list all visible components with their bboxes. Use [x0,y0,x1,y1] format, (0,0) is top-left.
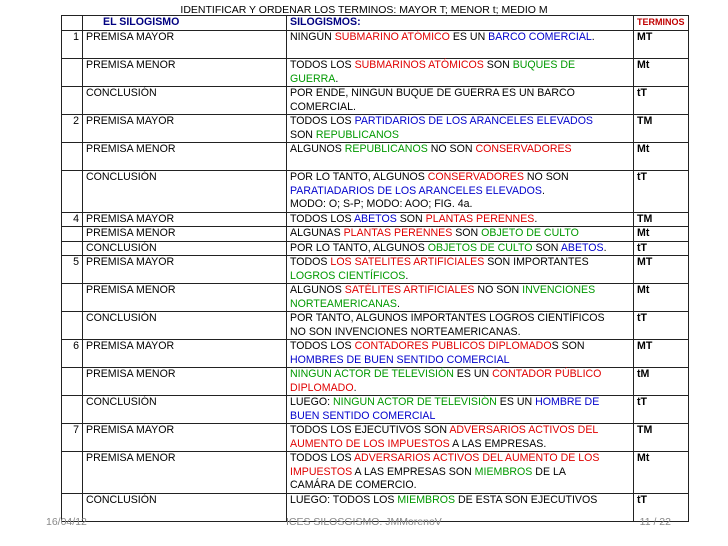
row-number [62,284,83,312]
text-segment: NORTEAMERICANAS [290,297,397,310]
syllogism-text [287,424,634,452]
text-segment: PLANTAS PERENNES [425,212,535,225]
term-code: Mt [634,59,689,87]
syllogism-row [62,171,689,213]
premise-label: PREMISA MAYOR [83,340,287,368]
text-segment: ES UN [453,368,493,380]
row-number [62,312,83,340]
text-segment: PLANTAS PERENNES [343,227,453,239]
term-code: MT [634,256,689,284]
text-line [290,256,630,270]
text-segment: BUEN SENTIDO COMERCIAL [290,409,436,422]
premise-label: PREMISA MENOR [83,143,287,171]
text-segment: SON [532,241,561,254]
row-number: 1 [62,31,83,59]
text-segment: ALGUNOS [290,143,345,155]
text-segment: SUBMARINOS ATÓMICOS [354,59,484,71]
text-segment: CONTADOR PÚBLICO [492,368,602,380]
syllogism-row [62,452,689,494]
header-row [62,16,689,31]
text-line [290,73,630,87]
header-col1: EL SILOGISMO [83,16,287,31]
footer-center: ICES SILOSGISMO. JMMorenoV [286,516,442,528]
text-line [290,340,630,354]
text-segment: NINGÚN [290,31,335,43]
text-segment: LOS SATELITES ARTIFICIALES [330,256,485,268]
premise-label: PREMISA MENOR [83,59,287,87]
term-code: tT [634,241,689,256]
text-segment: COMERCIAL. [290,100,356,113]
text-segment: NO SON INVENCIONES NORTEAMERICANAS. [290,325,521,338]
text-line [290,213,630,227]
syllogism-row [62,241,689,256]
text-line [290,31,630,45]
term-code: MT [634,31,689,59]
text-line [290,410,630,424]
row-number [62,59,83,87]
syllogism-text [287,284,634,312]
premise-label: PREMISA MENOR [83,284,287,312]
row-number [62,227,83,242]
syllogism-row [62,31,689,59]
text-segment: REPUBLICANOS [315,128,399,141]
syllogism-row [62,87,689,115]
text-segment: SON IMPORTANTES [484,256,589,268]
syllogism-table [61,15,689,522]
text-segment: LUEGO: TODOS LOS [290,493,398,506]
row-number: 7 [62,424,83,452]
text-segment: ADVERSARIOS ACTIVOS DEL [449,424,599,436]
premise-label: PREMISA MAYOR [83,424,287,452]
premise-label: PREMISA MENOR [83,368,287,396]
row-number [62,241,83,256]
text-segment: . [335,72,339,85]
text-segment: ES UN [496,396,536,408]
text-segment: GUERRA [290,72,336,85]
syllogism-row [62,59,689,87]
text-segment: TODOS LOS [290,340,355,352]
text-line [290,115,630,129]
text-segment: TODOS LOS EJECUTIVOS SON [290,424,450,436]
term-code: tT [634,312,689,340]
text-segment: SUBMARINO ATÓMICO [334,31,450,43]
row-number: 2 [62,115,83,143]
syllogism-text [287,115,634,143]
syllogism-row [62,284,689,312]
syllogism-text [287,256,634,284]
text-segment: . [591,31,595,43]
syllogism-text [287,452,634,494]
text-segment: POR LO TANTO, ALGUNOS [290,171,428,183]
syllogism-row [62,340,689,368]
term-code: TM [634,115,689,143]
text-segment: . [534,212,538,225]
text-segment: S SON [551,340,585,352]
row-number [62,452,83,494]
row-number: 4 [62,212,83,227]
text-segment: TODOS LOS [290,212,354,225]
term-code: tT [634,396,689,424]
premise-label: CONCLUSIÓN [83,493,287,521]
text-line [290,270,630,284]
text-segment: DIPLOMADO [290,381,354,394]
text-segment: SON [290,128,316,141]
syllogism-text [287,396,634,424]
premise-label: PREMISA MAYOR [83,256,287,284]
text-segment: MIEMBROS [397,493,456,506]
text-segment: BUQUES DE [512,59,576,71]
text-segment: TODOS LOS [290,59,355,71]
text-segment: BARCO COMERCIAL [488,31,592,43]
premise-label: CONCLUSIÓN [83,312,287,340]
text-segment: DE LA [532,465,566,478]
text-segment: NINGUN ACTOR DE TELEVISIÓN [332,396,497,408]
text-segment: MODO: O; S-P; MODO: AOO; FIG. 4a. [290,198,473,210]
text-segment: HOMBRES DE BUEN SENTIDO COMERCIAL [290,353,510,366]
text-line [290,185,630,199]
text-line [290,382,630,396]
premise-label: CONCLUSIÓN [83,241,287,256]
text-segment: . [603,241,607,254]
text-line [290,354,630,368]
text-segment: INVENCIONES [522,284,596,296]
text-segment: OBJETO DE CULTO [481,227,579,239]
syllogism-row [62,212,689,227]
text-segment: . [353,381,357,394]
header-num [62,16,83,31]
text-segment: . [541,184,545,197]
premise-label: PREMISA MAYOR [83,115,287,143]
text-line [290,87,630,101]
footer-page: 11 / 22 [639,516,671,528]
text-line [290,171,630,185]
text-line [290,101,630,115]
premise-label: PREMISA MAYOR [83,212,287,227]
text-segment: NO SON [474,284,523,296]
text-line [290,129,630,143]
text-line [290,284,630,298]
text-segment: SON [483,59,513,71]
text-line [290,452,630,466]
premise-label: CONCLUSIÓN [83,87,287,115]
term-code: Mt [634,452,689,494]
footer-date: 16/04/12 [46,516,87,528]
text-segment: CONSERVADORES [427,171,524,183]
syllogism-row [62,143,689,171]
text-segment: CAMÁRA DE COMERCIO. [290,479,417,491]
text-segment: POR LO TANTO, ALGUNOS [290,241,428,254]
text-line [290,59,630,73]
syllogism-text [287,59,634,87]
premise-label: PREMISA MENOR [83,452,287,494]
syllogism-text [287,31,634,59]
text-line [290,494,630,508]
table-body [62,16,689,522]
term-code: Mt [634,143,689,171]
term-code: tM [634,368,689,396]
text-line [290,479,630,493]
syllogism-text [287,227,634,242]
syllogism-row [62,115,689,143]
syllogism-text [287,143,634,171]
text-segment: SON [396,212,426,225]
text-segment: AUMENTO DE LOS IMPUESTOS [290,437,450,450]
text-segment: NINGUN ACTOR DE TELEVISIÓN [290,368,454,380]
text-segment: LOGROS CIENTÍFICOS [290,269,406,282]
text-line [290,242,630,256]
text-segment: HOMBRE DE [535,396,600,408]
text-line [290,368,630,382]
syllogism-row [62,256,689,284]
syllogism-row [62,312,689,340]
syllogism-text [287,368,634,396]
text-line [290,424,630,438]
term-code: TM [634,424,689,452]
text-segment: . [405,269,409,282]
text-line [290,143,630,157]
text-segment: . [396,297,400,310]
text-line [290,227,630,241]
text-segment: PARTIDARIOS DE LOS ARANCELES ELEVADOS [354,115,593,127]
term-code: tT [634,87,689,115]
term-code: Mt [634,284,689,312]
text-segment: ABETOS [560,241,604,254]
text-segment: SATÉLITES ARTIFICIALES [344,284,475,296]
premise-label: CONCLUSIÓN [83,171,287,213]
syllogism-row [62,424,689,452]
text-segment: ABETOS [353,212,397,225]
syllogism-text [287,212,634,227]
text-line [290,326,630,340]
row-number [62,368,83,396]
syllogism-text [287,87,634,115]
row-number [62,143,83,171]
text-segment: POR ENDE, NINGUN BUQUE DE GUERRA ES UN BARCO [290,87,575,99]
text-line [290,198,630,212]
header-col2: SILOGISMOS: [287,16,634,31]
syllogism-row [62,368,689,396]
term-code: MT [634,340,689,368]
syllogism-text [287,312,634,340]
text-line [290,466,630,480]
text-segment: TODOS LOS [290,115,355,127]
syllogism-row [62,396,689,424]
text-segment: A LAS EMPRESAS. [449,437,547,450]
text-segment: CONTADORES PUBLICOS DIPLOMADO [354,340,552,352]
syllogism-text [287,241,634,256]
page-title: IDENTIFICAR Y ORDENAR LOS TERMINOS: MAYOR T; MENOR t; MEDIO M [180,4,548,16]
text-segment: TODOS [290,256,331,268]
row-number [62,87,83,115]
row-number: 6 [62,340,83,368]
row-number: 5 [62,256,83,284]
text-line [290,396,630,410]
text-segment: POR TANTO, ALGUNOS IMPORTANTES LOGROS CIENTÍFICOS [290,312,605,324]
text-line [290,298,630,312]
term-code: Mt [634,227,689,242]
text-segment: ADVERSARIOS ACTIVOS DEL AUMENTO DE LOS [353,452,600,464]
row-number [62,171,83,213]
text-line [290,438,630,452]
header-col3: TERMINOS [634,16,689,31]
text-segment: MIEMBROS [474,465,533,478]
text-segment: TODOS LOS [290,452,354,464]
row-number [62,396,83,424]
text-segment: ES UN [449,31,489,43]
term-code: tT [634,493,689,521]
text-segment: LUEGO: [290,396,333,408]
text-segment: CONSERVADORES [475,143,572,155]
text-segment: ALGUNAS [290,227,344,239]
text-segment: NO SON [427,143,476,155]
text-segment: IMPUESTOS [290,465,353,478]
text-segment: ALGUNOS [290,284,345,296]
syllogism-text [287,171,634,213]
premise-label: CONCLUSIÓN [83,396,287,424]
syllogism-row [62,227,689,242]
text-segment: PARATIADARIOS DE LOS ARANCELES ELEVADOS [290,184,542,197]
term-code: TM [634,212,689,227]
text-segment: NO SON [523,171,569,183]
text-line [290,312,630,326]
premise-label: PREMISA MENOR [83,227,287,242]
text-segment: REPUBLICANOS [344,143,428,155]
syllogism-text [287,340,634,368]
premise-label: PREMISA MAYOR [83,31,287,59]
text-segment: SON [452,227,482,239]
text-segment: A LAS EMPRESAS SON [352,465,475,478]
term-code: tT [634,171,689,213]
text-segment: DE ESTA SON EJECUTIVOS [455,493,598,506]
text-segment: OBJETOS DE CULTO [427,241,533,254]
